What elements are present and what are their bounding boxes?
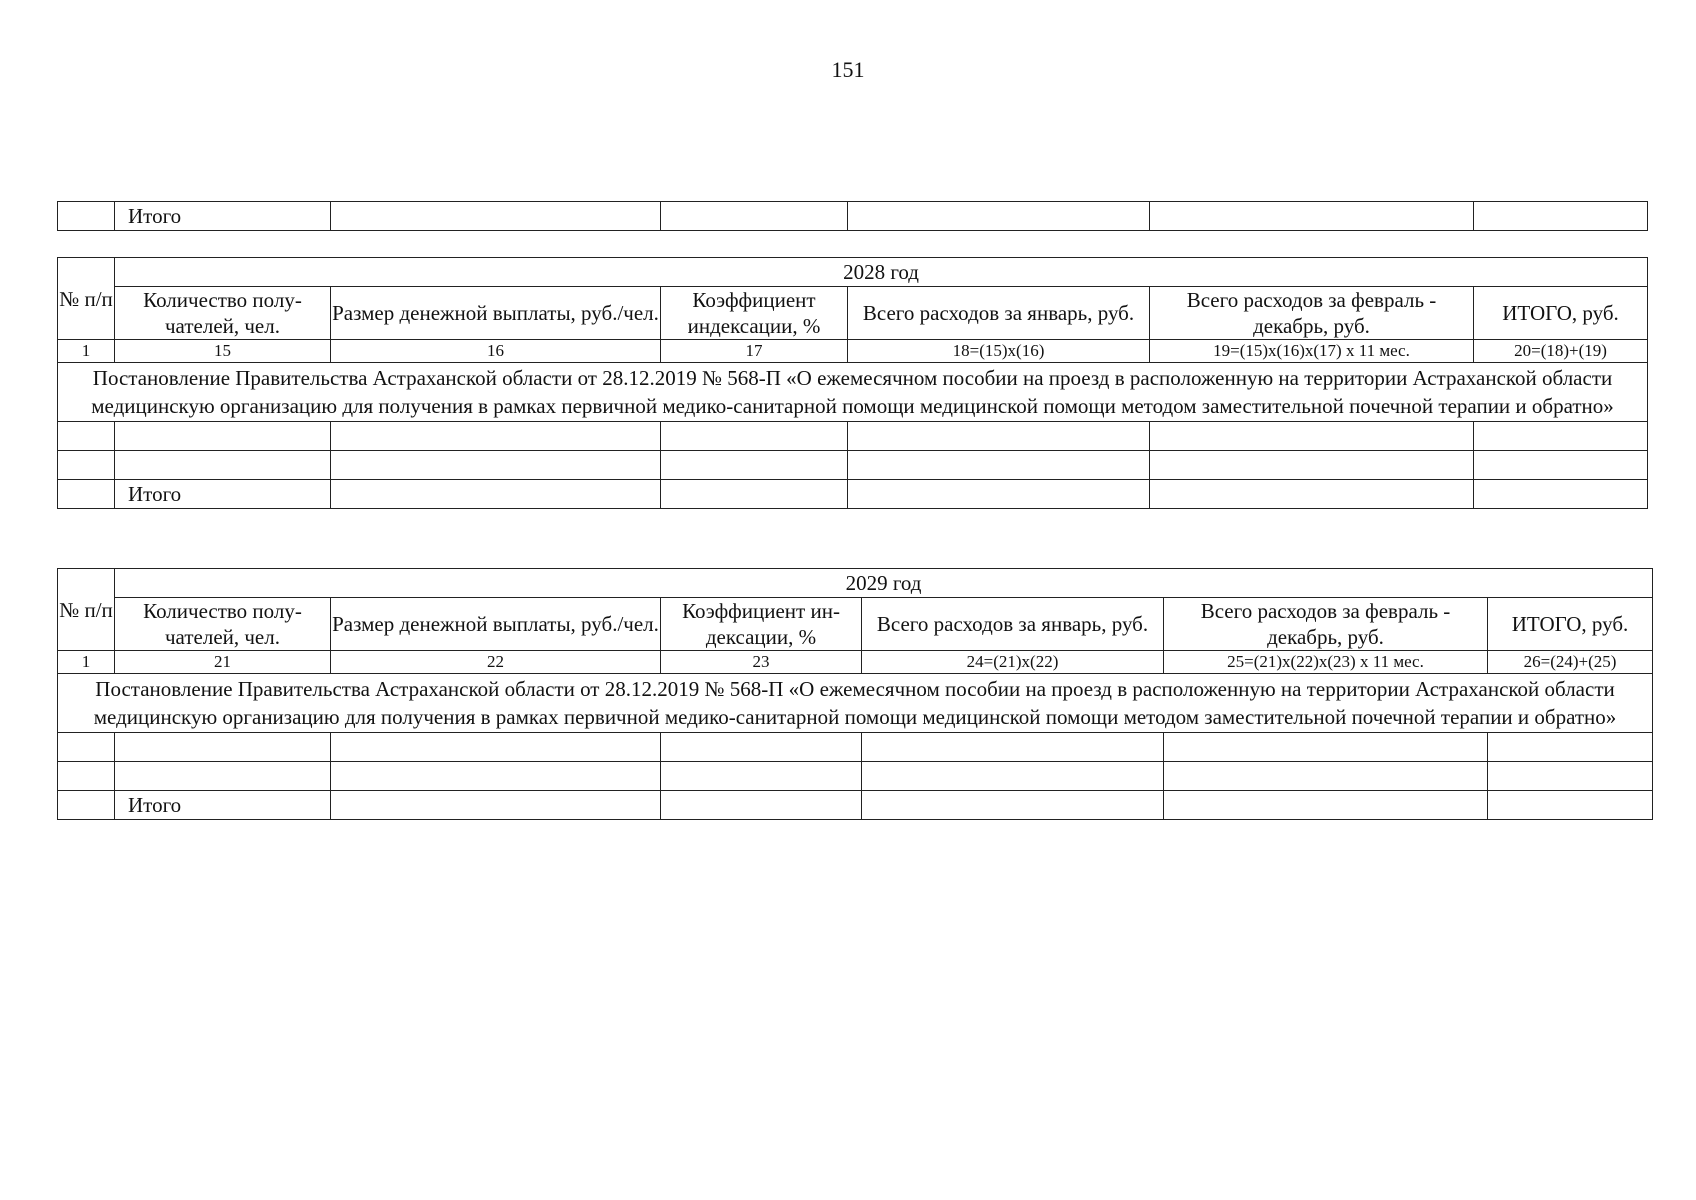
total-row [58,791,1653,820]
column-number: 26=(24)+(25) [1488,651,1653,674]
regulation-description: Постановление Правительства Астраханской области от 28.12.2019 № 568-П «О ежемесячном пособии на проезд в расположенную на территории Астраханской области медицинскую организацию для получения в рамках первичной медико-санитарной помощи медицинской помощи методом заместительной почечной терапии и обратно» [58,674,1653,733]
column-numbers-row [58,340,1648,363]
page-number: 151 [831,57,865,82]
col-header-feb-dec: Всего расходов за февраль - декабрь, руб. [1164,598,1488,651]
column-number: 24=(21)х(22) [862,651,1164,674]
column-number: 22 [331,651,661,674]
column-number: 25=(21)х(22)х(23) х 11 мес. [1164,651,1488,674]
total-label: Итого [115,202,331,231]
column-number: 1 [58,340,115,363]
column-number: 16 [331,340,661,363]
col-header-payment: Размер денежной выплаты, руб./чел. [331,598,661,651]
table-row [58,451,1648,480]
column-number: 23 [661,651,862,674]
column-number: 20=(18)+(19) [1474,340,1648,363]
col-header-january: Всего расходов за январь, руб. [862,598,1164,651]
column-numbers-row [58,651,1653,674]
regulation-description: Постановление Правительства Астраханской области от 28.12.2019 № 568-П «О ежемесячном пособии на проезд в расположенную на территории Астраханской области медицинскую организацию для получения в рамках первичной медико-санитарной помощи медицинской помощи методом заместительной почечной терапии и обратно» [58,363,1648,422]
top-total-table [57,201,1648,231]
column-number: 1 [58,651,115,674]
col-header-total: ИТОГО, руб. [1488,598,1653,651]
col-header-index: Коэффициент индексации, % [661,287,848,340]
year-label: 2028 год [115,258,1648,287]
rownum-header: № п/п [58,258,115,340]
year-label: 2029 год [115,569,1653,598]
col-header-january: Всего расходов за январь, руб. [848,287,1150,340]
rownum-header: № п/п [58,569,115,651]
table-2028 [57,257,1648,509]
table-row [58,762,1653,791]
col-header-total: ИТОГО, руб. [1474,287,1648,340]
col-header-payment: Размер денежной выплаты, руб./чел. [331,287,661,340]
column-number: 15 [115,340,331,363]
total-row [58,480,1648,509]
col-header-recipients: Количество полу-чателей, чел. [115,287,331,340]
column-number: 17 [661,340,848,363]
col-header-feb-dec: Всего расходов за февраль - декабрь, руб. [1150,287,1474,340]
table-2029 [57,568,1653,820]
total-label: Итого [115,480,331,509]
table-row [58,422,1648,451]
col-header-index: Коэффициент ин-дексации, % [661,598,862,651]
total-row [58,202,1648,231]
column-number: 19=(15)х(16)х(17) х 11 мес. [1150,340,1474,363]
col-header-recipients: Количество полу-чателей, чел. [115,598,331,651]
column-number: 18=(15)х(16) [848,340,1150,363]
total-label: Итого [115,791,331,820]
table-row [58,733,1653,762]
column-number: 21 [115,651,331,674]
